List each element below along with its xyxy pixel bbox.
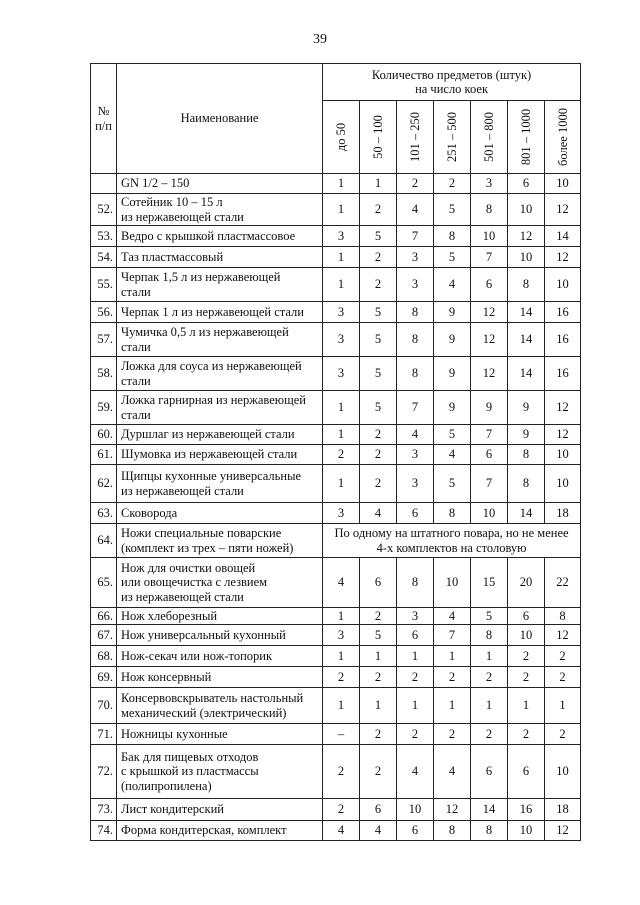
row-number: 71. [91, 724, 117, 745]
quantity-cell: 2 [360, 445, 397, 465]
row-number: 62. [91, 465, 117, 503]
table-row [91, 608, 581, 625]
quantity-cell: 6 [397, 821, 434, 841]
quantity-cell: 2 [434, 724, 471, 745]
quantity-cell: 22 [545, 558, 581, 608]
table-row [91, 194, 581, 226]
quantity-cell: 7 [471, 425, 508, 445]
item-name: Сковорода [117, 503, 323, 524]
quantity-cell: 1 [323, 174, 360, 194]
header-name [117, 64, 323, 174]
header-name-label: Наименование [180, 111, 259, 126]
quantity-cell: 8 [508, 445, 545, 465]
quantity-cell: 5 [434, 247, 471, 268]
quantity-cell: 8 [397, 357, 434, 391]
row-number: 56. [91, 302, 117, 323]
quantity-cell: 4 [434, 268, 471, 302]
quantity-cell: 12 [545, 821, 581, 841]
quantity-cell: 3 [471, 174, 508, 194]
row-number [91, 174, 117, 194]
item-name: Бак для пищевых отходов с крышкой из пластмассы (полипропилена) [117, 745, 323, 799]
header-col-6 [545, 101, 581, 174]
quantity-cell: 1 [323, 391, 360, 425]
quantity-cell: 9 [434, 391, 471, 425]
table-row [91, 667, 581, 688]
quantity-cell: 8 [508, 268, 545, 302]
quantity-cell: 20 [508, 558, 545, 608]
quantity-cell: 12 [471, 323, 508, 357]
header-quantity-group [323, 64, 581, 101]
quantity-cell: 1 [323, 194, 360, 226]
quantity-cell: 2 [360, 667, 397, 688]
quantity-cell: 8 [508, 465, 545, 503]
quantity-cell: 12 [471, 302, 508, 323]
row-number: 70. [91, 688, 117, 724]
quantity-cell: 10 [508, 247, 545, 268]
quantity-cell: 4 [397, 194, 434, 226]
row-number: 67. [91, 625, 117, 646]
quantity-cell: 4 [323, 821, 360, 841]
quantity-cell: 6 [471, 745, 508, 799]
quantity-cell: 18 [545, 799, 581, 821]
table-row [91, 646, 581, 667]
quantity-cell: 2 [434, 667, 471, 688]
quantity-cell: 2 [397, 667, 434, 688]
quantity-cell: 10 [508, 625, 545, 646]
table-row [91, 524, 581, 558]
quantity-cell: 1 [323, 268, 360, 302]
table-row [91, 503, 581, 524]
quantity-cell: 1 [434, 646, 471, 667]
quantity-cell: 2 [360, 268, 397, 302]
quantity-cell: 9 [508, 425, 545, 445]
quantity-cell: 2 [471, 724, 508, 745]
item-name: Ложка для соуса из нержавеющей стали [117, 357, 323, 391]
table-row [91, 724, 581, 745]
quantity-cell: 14 [508, 302, 545, 323]
quantity-cell: 2 [508, 724, 545, 745]
item-name: Сотейник 10 – 15 л из нержавеющей стали [117, 194, 323, 226]
quantity-cell: 4 [360, 821, 397, 841]
quantity-cell: 4 [397, 745, 434, 799]
quantity-cell: 2 [360, 194, 397, 226]
quantity-cell: – [323, 724, 360, 745]
quantity-cell: 5 [360, 625, 397, 646]
row-number: 58. [91, 357, 117, 391]
quantity-cell: 1 [397, 646, 434, 667]
quantity-cell: 12 [508, 226, 545, 247]
quantity-cell: 10 [471, 503, 508, 524]
quantity-cell: 2 [508, 667, 545, 688]
header-col-label: 101 – 250 [407, 112, 422, 162]
table-row [91, 821, 581, 841]
table-row [91, 625, 581, 646]
quantity-cell: 9 [434, 302, 471, 323]
quantity-cell: 18 [545, 503, 581, 524]
quantity-cell: 2 [360, 745, 397, 799]
quantity-cell: 5 [471, 608, 508, 625]
quantity-cell: 10 [545, 445, 581, 465]
quantity-cell: 10 [508, 194, 545, 226]
row-number: 52. [91, 194, 117, 226]
quantity-cell: 2 [360, 247, 397, 268]
row-number: 72. [91, 745, 117, 799]
quantity-cell: 5 [360, 226, 397, 247]
quantity-cell: 5 [360, 302, 397, 323]
item-name: GN 1/2 – 150 [117, 174, 323, 194]
table-row [91, 391, 581, 425]
table-row [91, 247, 581, 268]
table-row [91, 323, 581, 357]
quantity-cell: 1 [360, 174, 397, 194]
quantity-cell: 10 [545, 174, 581, 194]
quantity-cell: 14 [508, 503, 545, 524]
item-name: Ножи специальные поварские (комплект из трех – пяти ножей) [117, 524, 323, 558]
header-col-label: 50 – 100 [370, 115, 385, 159]
item-name: Нож-секач или нож-топорик [117, 646, 323, 667]
quantity-cell: 16 [545, 302, 581, 323]
row-number: 61. [91, 445, 117, 465]
quantity-cell: 10 [397, 799, 434, 821]
quantity-cell: 6 [360, 558, 397, 608]
quantity-cell: 5 [434, 465, 471, 503]
quantity-cell: 6 [471, 445, 508, 465]
quantity-cell: 8 [397, 558, 434, 608]
quantity-cell: 3 [397, 608, 434, 625]
table-row [91, 465, 581, 503]
quantity-cell: 9 [508, 391, 545, 425]
quantity-cell: 5 [360, 391, 397, 425]
quantity-cell: 2 [397, 724, 434, 745]
quantity-cell: 3 [323, 302, 360, 323]
table-row [91, 688, 581, 724]
row-number: 60. [91, 425, 117, 445]
table-row [91, 445, 581, 465]
quantity-cell: 8 [471, 625, 508, 646]
item-name: Чумичка 0,5 л из нержавеющей стали [117, 323, 323, 357]
item-name: Форма кондитерская, комплект [117, 821, 323, 841]
header-col-2 [397, 101, 434, 174]
quantity-cell: 10 [545, 465, 581, 503]
header-col-label: до 50 [333, 122, 348, 152]
quantity-cell: 5 [434, 425, 471, 445]
quantity-cell: 4 [434, 445, 471, 465]
header-col-label: 251 – 500 [444, 112, 459, 162]
table-row [91, 558, 581, 608]
quantity-cell: 6 [508, 608, 545, 625]
quantity-cell: 7 [397, 226, 434, 247]
quantity-cell: 8 [434, 821, 471, 841]
quantity-cell: 3 [323, 323, 360, 357]
quantity-cell: 16 [508, 799, 545, 821]
quantity-cell: 5 [360, 357, 397, 391]
quantity-cell: 1 [545, 688, 581, 724]
quantity-cell: 1 [397, 688, 434, 724]
quantity-cell: 6 [360, 799, 397, 821]
quantity-cell: 6 [508, 174, 545, 194]
header-col-label: 801 – 1000 [518, 108, 533, 166]
row-number: 73. [91, 799, 117, 821]
quantity-cell: 3 [397, 445, 434, 465]
quantity-cell: 1 [471, 646, 508, 667]
quantity-cell: 4 [434, 608, 471, 625]
quantity-cell: 2 [360, 608, 397, 625]
row-number: 63. [91, 503, 117, 524]
row-number: 59. [91, 391, 117, 425]
table-row [91, 357, 581, 391]
table-header [91, 64, 581, 174]
quantity-cell: 8 [545, 608, 581, 625]
quantity-cell: 6 [508, 745, 545, 799]
table-row [91, 799, 581, 821]
quantity-cell: 2 [323, 445, 360, 465]
quantity-cell: 12 [545, 425, 581, 445]
table-body [91, 174, 581, 841]
item-name: Консервовскрыватель настольный механический (электрический) [117, 688, 323, 724]
table-row [91, 745, 581, 799]
quantity-cell: 12 [434, 799, 471, 821]
quantity-cell: 4 [434, 745, 471, 799]
page-number: 39 [313, 32, 327, 47]
quantity-cell: 3 [323, 625, 360, 646]
quantity-cell: 10 [545, 745, 581, 799]
quantity-cell: 2 [323, 799, 360, 821]
quantity-cell: 7 [434, 625, 471, 646]
header-col-1 [360, 101, 397, 174]
quantity-cell: 1 [323, 465, 360, 503]
header-col-0 [323, 101, 360, 174]
quantity-cell: 8 [397, 323, 434, 357]
quantity-cell: 12 [545, 391, 581, 425]
item-name: Дуршлаг из нержавеющей стали [117, 425, 323, 445]
item-name: Ведро с крышкой пластмассовое [117, 226, 323, 247]
header-col-label: более 1000 [555, 108, 570, 166]
header-col-5 [508, 101, 545, 174]
row-number: 53. [91, 226, 117, 247]
quantity-cell: 14 [508, 323, 545, 357]
table-row [91, 174, 581, 194]
quantity-cell: 8 [397, 302, 434, 323]
quantity-note: По одному на штатного повара, но не менее 4-х комплектов на столовую [323, 524, 581, 558]
quantity-cell: 6 [397, 503, 434, 524]
item-name: Лист кондитерский [117, 799, 323, 821]
quantity-cell: 10 [508, 821, 545, 841]
quantity-cell: 1 [323, 646, 360, 667]
quantity-cell: 7 [471, 247, 508, 268]
quantity-cell: 3 [397, 247, 434, 268]
item-name: Черпак 1 л из нержавеющей стали [117, 302, 323, 323]
item-name: Нож хлеборезный [117, 608, 323, 625]
header-quantity-label: Количество предметов (штук) на число коек [371, 67, 532, 96]
quantity-cell: 1 [360, 646, 397, 667]
quantity-cell: 1 [323, 688, 360, 724]
row-number: 66. [91, 608, 117, 625]
table-row [91, 268, 581, 302]
quantity-cell: 3 [397, 465, 434, 503]
item-name: Черпак 1,5 л из нержавеющей стали [117, 268, 323, 302]
item-name: Шумовка из нержавеющей стали [117, 445, 323, 465]
quantity-cell: 7 [471, 465, 508, 503]
item-name: Нож консервный [117, 667, 323, 688]
header-number-label: № п/п [95, 104, 112, 133]
quantity-cell: 1 [434, 688, 471, 724]
quantity-cell: 9 [434, 357, 471, 391]
quantity-cell: 4 [360, 503, 397, 524]
quantity-cell: 1 [323, 425, 360, 445]
quantity-cell: 6 [397, 625, 434, 646]
quantity-cell: 4 [397, 425, 434, 445]
quantity-cell: 2 [323, 667, 360, 688]
quantity-cell: 7 [397, 391, 434, 425]
quantity-cell: 1 [471, 688, 508, 724]
quantity-cell: 12 [471, 357, 508, 391]
quantity-cell: 9 [434, 323, 471, 357]
item-name: Щипцы кухонные универсальные из нержавеющей стали [117, 465, 323, 503]
quantity-cell: 3 [323, 503, 360, 524]
quantity-cell: 16 [545, 323, 581, 357]
quantity-cell: 15 [471, 558, 508, 608]
quantity-cell: 12 [545, 625, 581, 646]
quantity-cell: 12 [545, 194, 581, 226]
row-number: 64. [91, 524, 117, 558]
quantity-cell: 1 [508, 688, 545, 724]
quantity-cell: 1 [323, 608, 360, 625]
quantity-cell: 8 [434, 503, 471, 524]
row-number: 55. [91, 268, 117, 302]
quantity-cell: 8 [434, 226, 471, 247]
row-number: 74. [91, 821, 117, 841]
quantity-cell: 2 [360, 724, 397, 745]
quantity-cell: 2 [545, 667, 581, 688]
table-row [91, 302, 581, 323]
quantity-cell: 8 [471, 194, 508, 226]
quantity-cell: 8 [471, 821, 508, 841]
quantity-cell: 10 [434, 558, 471, 608]
quantity-cell: 2 [508, 646, 545, 667]
quantity-cell: 2 [545, 724, 581, 745]
quantity-cell: 1 [360, 688, 397, 724]
header-number [91, 64, 117, 174]
item-name: Таз пластмассовый [117, 247, 323, 268]
quantity-cell: 16 [545, 357, 581, 391]
row-number: 69. [91, 667, 117, 688]
quantity-cell: 10 [471, 226, 508, 247]
quantity-cell: 2 [360, 425, 397, 445]
table-row [91, 425, 581, 445]
table-row [91, 226, 581, 247]
quantity-cell: 2 [434, 174, 471, 194]
quantity-cell: 12 [545, 247, 581, 268]
quantity-cell: 3 [397, 268, 434, 302]
quantity-cell: 6 [471, 268, 508, 302]
header-col-4 [471, 101, 508, 174]
header-col-label: 501 – 800 [481, 112, 496, 162]
quantity-cell: 3 [323, 357, 360, 391]
item-name: Ложка гарнирная из нержавеющей стали [117, 391, 323, 425]
quantity-cell: 10 [545, 268, 581, 302]
quantity-cell: 5 [434, 194, 471, 226]
item-name: Ножницы кухонные [117, 724, 323, 745]
quantity-cell: 2 [323, 745, 360, 799]
quantity-cell: 2 [471, 667, 508, 688]
quantity-cell: 14 [471, 799, 508, 821]
quantity-cell: 4 [323, 558, 360, 608]
quantity-cell: 3 [323, 226, 360, 247]
quantity-cell: 5 [360, 323, 397, 357]
quantity-cell: 2 [545, 646, 581, 667]
quantity-cell: 14 [508, 357, 545, 391]
quantity-cell: 1 [323, 247, 360, 268]
item-name: Нож универсальный кухонный [117, 625, 323, 646]
quantity-cell: 14 [545, 226, 581, 247]
quantity-cell: 2 [397, 174, 434, 194]
header-col-3 [434, 101, 471, 174]
row-number: 54. [91, 247, 117, 268]
quantity-cell: 9 [471, 391, 508, 425]
item-name: Нож для очистки овощей или овощечистка с лезвием из нержавеющей стали [117, 558, 323, 608]
row-number: 65. [91, 558, 117, 608]
equipment-table [90, 63, 581, 841]
quantity-cell: 2 [360, 465, 397, 503]
row-number: 57. [91, 323, 117, 357]
row-number: 68. [91, 646, 117, 667]
